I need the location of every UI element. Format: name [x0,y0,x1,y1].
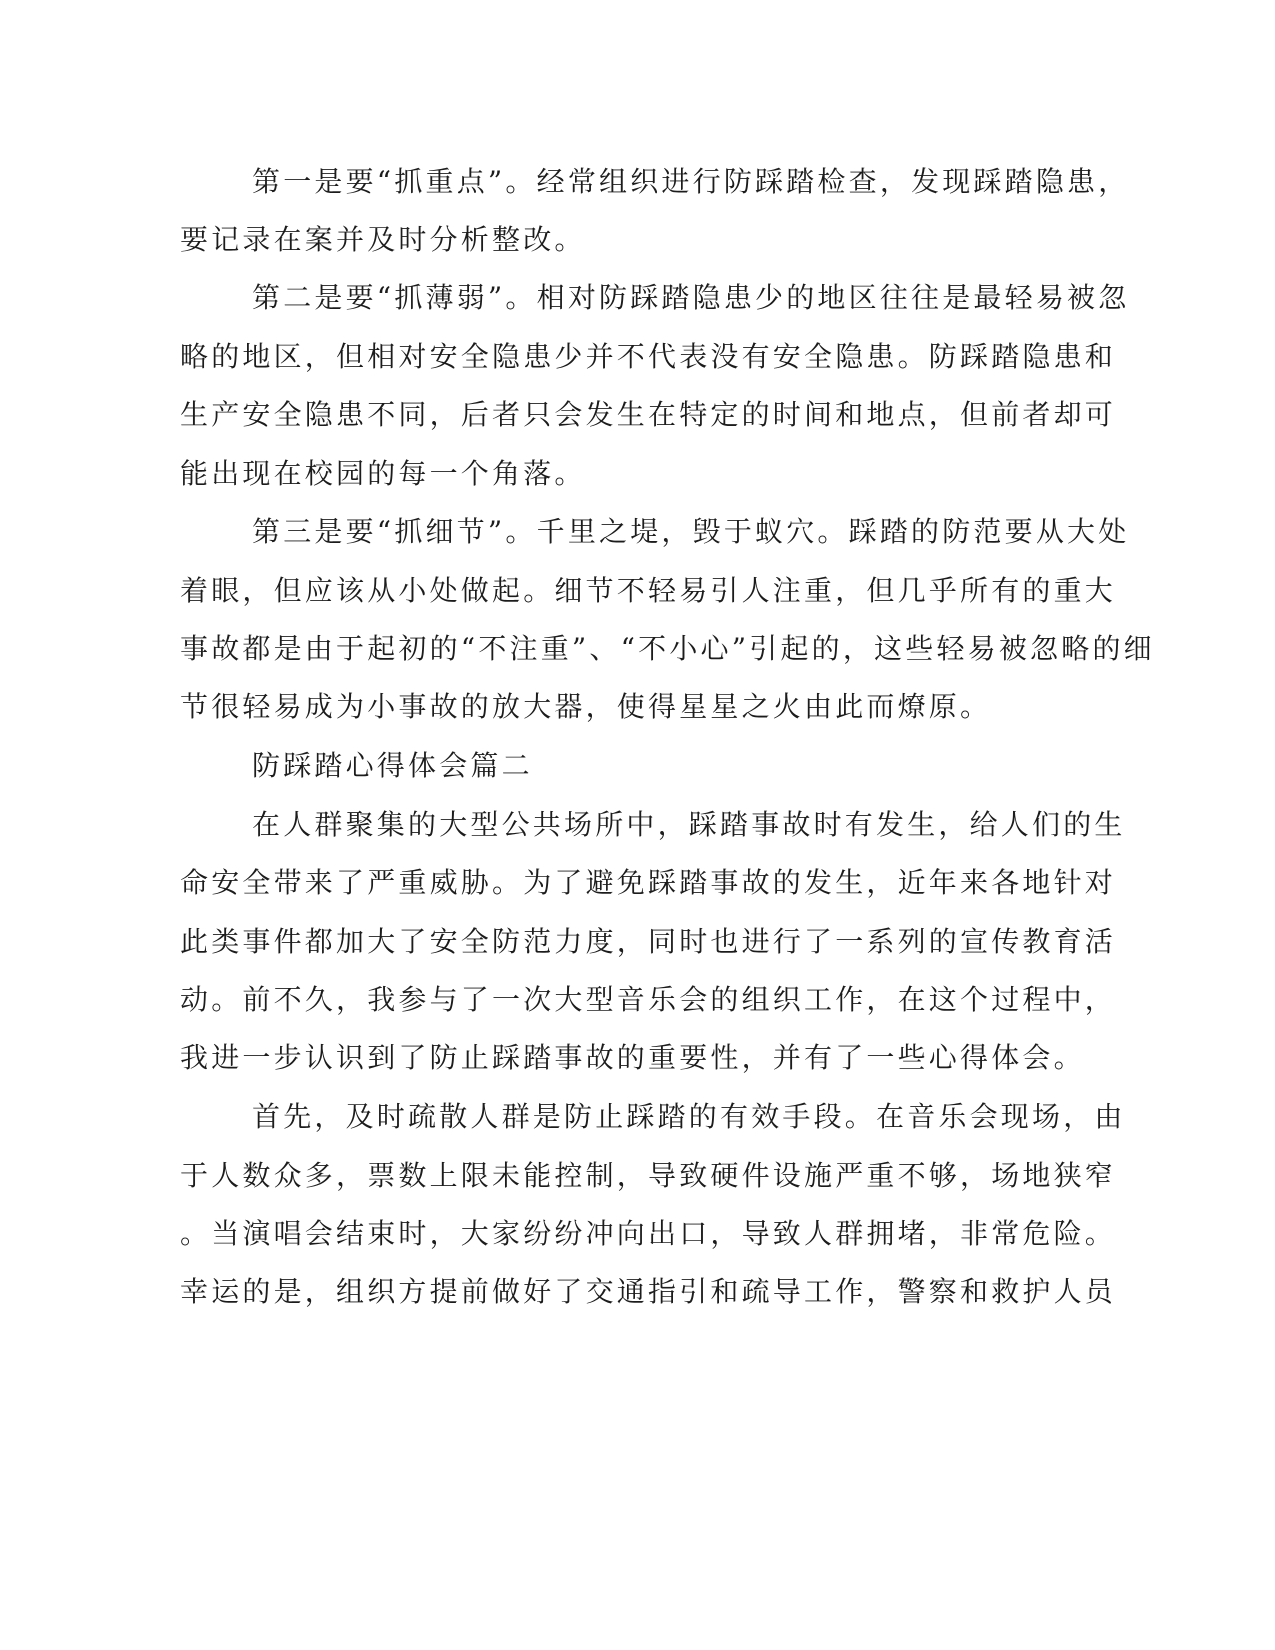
paragraph-line: 幸运的是，组织方提前做好了交通指引和疏导工作，警察和救护人员 [180,1275,1117,1308]
paragraph-line: 于人数众多，票数上限未能控制，导致硬件设施严重不够，场地狭窄 [180,1159,1117,1192]
paragraph-line: 生产安全隐患不同，后者只会发生在特定的时间和地点，但前者却可 [180,398,1117,431]
paragraph-line: 略的地区，但相对安全隐患少并不代表没有安全隐患。防踩踏隐患和 [180,340,1117,373]
paragraph-line: 动。前不久，我参与了一次大型音乐会的组织工作，在这个过程中， [180,983,1117,1016]
paragraph-line: 能出现在校园的每一个角落。 [180,457,586,490]
paragraph-line: 命安全带来了严重威胁。为了避免踩踏事故的发生，近年来各地针对 [180,866,1117,899]
paragraph-line: 第三是要“抓细节”。千里之堤，毁于蚁穴。踩踏的防范要从大处 [252,515,1130,548]
paragraph-line: 第二是要“抓薄弱”。相对防踩踏隐患少的地区往往是最轻易被忽 [252,281,1130,314]
section-heading: 防踩踏心得体会篇二 [252,749,533,782]
paragraph-line: 我进一步认识到了防止踩踏事故的重要性，并有了一些心得体会。 [180,1041,1085,1074]
paragraph-line: 事故都是由于起初的“不注重”、“不小心”引起的，这些轻易被忽略的细 [180,632,1155,665]
paragraph-line: 着眼，但应该从小处做起。细节不轻易引人注重，但几乎所有的重大 [180,574,1117,607]
paragraph-line: 第一是要“抓重点”。经常组织进行防踩踏检查，发现踩踏隐患， [252,165,1130,198]
paragraph-line: 此类事件都加大了安全防范力度，同时也进行了一系列的宣传教育活 [180,925,1117,958]
paragraph-line: 。当演唱会结束时，大家纷纷冲向出口，导致人群拥堵，非常危险。 [180,1217,1117,1250]
paragraph-line: 在人群聚集的大型公共场所中，踩踏事故时有发生，给人们的生 [252,808,1126,841]
paragraph-line: 首先，及时疏散人群是防止踩踏的有效手段。在音乐会现场，由 [252,1100,1126,1133]
paragraph-line: 节很轻易成为小事故的放大器，使得星星之火由此而燎原。 [180,690,992,723]
paragraph-line: 要记录在案并及时分析整改。 [180,223,586,256]
